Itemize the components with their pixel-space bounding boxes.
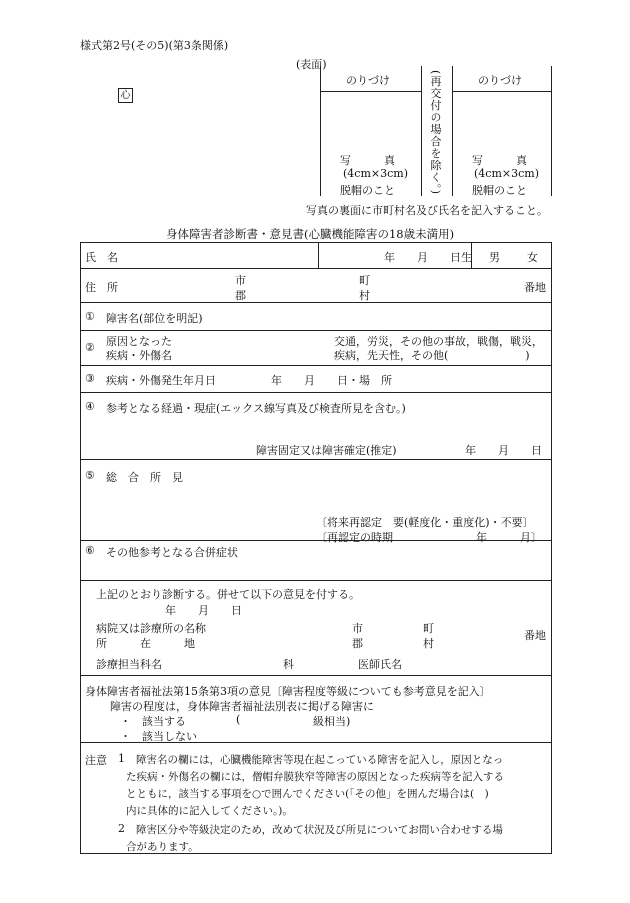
note2-number: 2 [118, 822, 125, 835]
photo-size-left: (4cm×3cm) [343, 167, 408, 180]
photo-size-right: (4cm×3cm) [474, 167, 539, 180]
sex-female: 女 [527, 251, 538, 264]
address-village: 村 [359, 289, 370, 302]
row1-number: ① [85, 310, 95, 323]
glue-label-left: のりづけ [346, 74, 390, 87]
row2-number: ② [85, 341, 95, 354]
row5-future-recert: 〔将来再認定 要(軽度化・重度化)・不要〕 [316, 516, 534, 529]
opinion-sub: 障害の程度は，身体障害者福祉法別表に掲げる障害に [110, 700, 374, 713]
hospital-town: 町 [423, 622, 434, 635]
row2-options-a: 交通，労災，その他の事故，戦傷，戦災， [334, 335, 543, 348]
address-banchi: 番地 [524, 281, 546, 294]
reissue-note: (再交付の場合を除く。) [429, 70, 442, 196]
notes-label: 注意 [85, 754, 107, 767]
address-city: 市 [235, 274, 246, 287]
photo-hat-right: 脱帽のこと [472, 184, 527, 197]
address-town: 町 [359, 274, 370, 287]
row5-number: ⑤ [85, 469, 95, 482]
row4-number: ④ [85, 400, 95, 413]
opinion-heading: 身体障害者福祉法第15条第3項の意見〔障害程度等級についても参考意見を記入〕 [85, 685, 491, 698]
note1-line1: 障害名の欄には，心臓機能障害等現在起こっている障害を記入し，原因となっ [136, 754, 504, 766]
row1-label: 障害名(部位を明記) [106, 312, 203, 325]
photo-hat-left: 脱帽のこと [340, 184, 395, 197]
photo-label-left: 写 真 [340, 154, 395, 167]
row3-number: ③ [85, 372, 95, 385]
hospital-banchi: 番地 [524, 629, 546, 642]
birth-date: 年 月 日生 [384, 251, 472, 264]
row2-label-a: 原因となった [106, 335, 172, 348]
department-label: 診療担当科名 [96, 658, 162, 671]
form-number: 様式第2号(その5)(第3条関係) [80, 39, 229, 52]
name-label: 氏 名 [85, 251, 118, 264]
address-gun: 郡 [235, 289, 246, 302]
note2-line1: 障害区分や等級決定のため，改めて状況及び所見についてお問い合わせする場 [136, 824, 503, 836]
diagnosis-date: 年 月 日 [165, 604, 242, 617]
note1-line3: とともに，該当する事項を○で囲んでください(「その他」を囲んだ場合は( ) [126, 788, 489, 800]
hospital-city: 市 [352, 622, 363, 635]
hospital-gun: 郡 [352, 637, 363, 650]
row2-options-b: 疾病，先天性，その他( ) [334, 349, 530, 362]
opinion-option-applicable: ・ 該当する [120, 715, 186, 728]
row6-label: その他参考となる合併症状 [106, 546, 238, 559]
row6-number: ⑥ [85, 544, 95, 557]
row4-label: 参考となる経過・現症(エックス線写真及び検査所見を含む。) [106, 402, 406, 415]
hospital-location-label: 所 在 地 [96, 637, 195, 650]
row5-recert-time: 〔再認定の時期 [316, 531, 393, 544]
diagnosis-statement: 上記のとおり診断する。併せて以下の意見を付する。 [96, 588, 360, 601]
opinion-grade: 級相当) [313, 715, 351, 728]
heart-mark: 心 [118, 88, 133, 103]
document-title: 身体障害者診断書・意見書(心臓機能障害の18歳未満用) [166, 227, 455, 241]
opinion-option-not-applicable: ・ 該当しない [120, 730, 197, 743]
row3-label: 疾病・外傷発生年月日 年 月 日・場 所 [106, 374, 392, 387]
note1-line2: た疾病・外傷名の欄には，僧帽弁膜狭窄等障害の原因となった疾病等を記入する [126, 771, 504, 783]
glue-label-right: のりづけ [478, 74, 522, 87]
note2-line2: 合があります。 [126, 841, 199, 853]
row2-label-b: 疾病・外傷名 [106, 349, 172, 362]
opinion-grade-open: ( [236, 713, 241, 726]
sex-male: 男 [489, 251, 500, 264]
hospital-name-label: 病院又は診療所の名称 [96, 622, 206, 635]
row5-label: 総 合 所 見 [106, 471, 183, 484]
doctor-name-label: 医師氏名 [358, 658, 402, 671]
side-label: (表面) [296, 58, 327, 71]
note1-line4: 内に具体的に記入してください。)。 [126, 805, 293, 817]
note1-number: 1 [118, 752, 125, 765]
hospital-village: 村 [423, 637, 434, 650]
photo-back-note: 写真の裏面に市町村名及び氏名を記入すること。 [306, 204, 548, 217]
photo-label-right: 写 真 [472, 154, 527, 167]
row4-fixed-label: 障害固定又は障害確定(推定) [256, 444, 397, 457]
department-ka: 科 [283, 658, 294, 671]
row4-fixed-date: 年 月 日 [465, 444, 542, 457]
row5-recert-date: 年 月〕 [476, 531, 542, 544]
address-label: 住 所 [85, 281, 118, 294]
